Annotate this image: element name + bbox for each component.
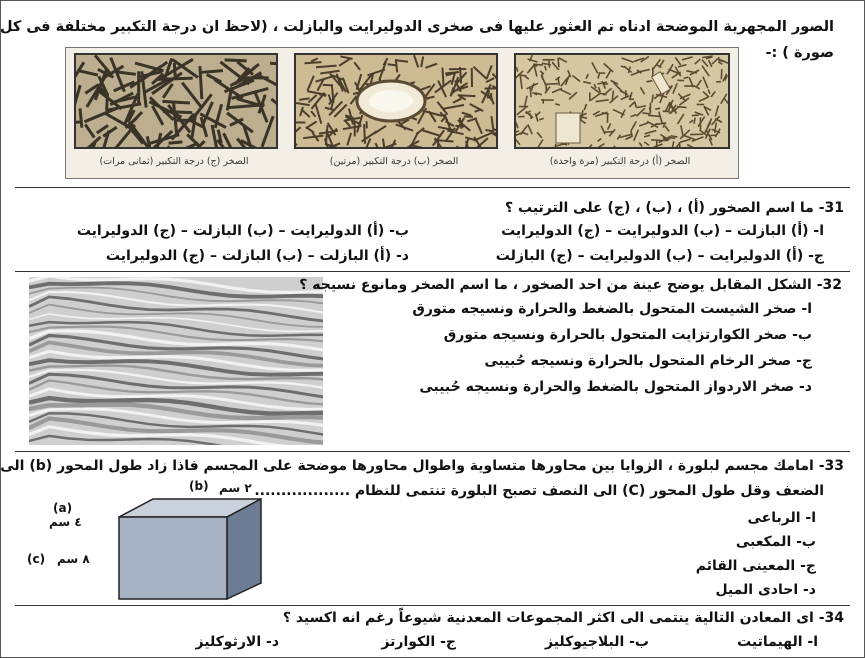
q34-option-c: ج- الكوارتز xyxy=(381,634,456,650)
crystal-texture xyxy=(518,75,526,76)
crystal-texture xyxy=(305,62,322,63)
crystal-texture xyxy=(669,138,675,139)
divider-1 xyxy=(15,187,850,188)
crystal-texture xyxy=(652,95,653,103)
caption-a: الصخر (أ) درجة التكبير (مرة واحدة) xyxy=(549,156,691,167)
crystal-texture xyxy=(655,108,660,109)
q34-option-b: ب- البلاجيوكليز xyxy=(544,634,649,650)
q33-option-a: ا- الرباعى xyxy=(747,510,816,526)
q31-option-d: د- (أ) البازلت – (ب) البازلت – (ج) الدوليرايت xyxy=(105,248,409,264)
crystal-texture xyxy=(709,135,716,136)
axis-a-length: ٤ سم xyxy=(49,515,82,529)
crystal-texture xyxy=(650,107,651,112)
divider-4 xyxy=(15,605,850,606)
q32-option-d: د- صخر الاردواز المتحول بالضغط والحرارة ونسيجه حُبيبى xyxy=(419,379,812,395)
crystal-texture xyxy=(445,72,458,73)
crystal-texture xyxy=(545,84,558,85)
micrograph-b-image xyxy=(296,55,496,147)
crystal-texture xyxy=(200,71,223,73)
q33-option-d: د- احادى الميل xyxy=(715,582,816,598)
axis-a-label: (a) xyxy=(53,501,73,515)
q34-question: 34- اى المعادن التالية ينتمى الى اكثر المجموعات المعدنية شيوعاً رغم انه اكسيد ؟ xyxy=(282,610,844,626)
micrograph-c xyxy=(74,53,278,149)
q32-option-c: ج- صخر الرخام المتحول بالحرارة ونسيجه حُبيبى xyxy=(484,353,812,369)
q32-option-b: ب- صخر الكوارتزايت المتحول بالحرارة ونسيجه متورق xyxy=(443,327,812,343)
crystal-texture xyxy=(558,58,559,67)
q33-line-2: الضعف وقل طول المحور (C) الى النصف تصبح البلورة تنتمى للنظام .................. xyxy=(254,483,824,499)
micrograph-b xyxy=(294,53,498,149)
crystal-texture xyxy=(621,66,626,67)
cube-front-face xyxy=(119,517,227,599)
q31-option-b: ب- (أ) الدوليرايت – (ب) البازلت – (ج) الدوليرايت xyxy=(76,223,409,239)
q33-option-b: ب- المكعبى xyxy=(735,534,816,550)
crystal-texture xyxy=(604,132,614,133)
divider-2 xyxy=(15,271,850,272)
q32-question: 32- الشكل المقابل يوضح عينة من احد الصخور ، ما اسم الصخر ومانوع نسيجه ؟ xyxy=(299,277,842,293)
crystal-texture xyxy=(488,90,489,98)
crystal-texture xyxy=(169,142,183,143)
cube-side-face xyxy=(227,499,261,599)
crystal-texture xyxy=(225,60,247,61)
crystal-texture xyxy=(76,122,81,123)
crystal-texture xyxy=(530,113,531,119)
intro-line-2: صورة ) :- xyxy=(765,45,834,61)
crystal-texture xyxy=(270,63,276,64)
micrograph-c-image xyxy=(76,55,276,147)
axis-c-label: (c) xyxy=(27,552,46,566)
micrograph-a xyxy=(514,53,730,149)
crystal-cube-diagram xyxy=(111,497,271,601)
divider-3 xyxy=(15,451,850,452)
crystal-texture xyxy=(646,81,652,82)
q34-option-a: ا- الهيماتيت xyxy=(737,634,818,650)
crystal-texture xyxy=(642,113,650,114)
foliated-rock-image xyxy=(29,277,323,445)
q31-option-a: ا- (أ) البازلت – (ب) الدوليرايت – (ج) الدوليرايت xyxy=(501,223,824,239)
axis-c-length: ٨ سم xyxy=(57,552,90,566)
crystal-texture xyxy=(530,88,531,97)
q32-option-a: ا- صخر الشيست المتحول بالضغط والحرارة ونسيجه متورق xyxy=(412,301,812,317)
q34-option-d: د- الارثوكليز xyxy=(195,634,279,650)
caption-b: الصخر (ب) درجة التكبير (مرتين) xyxy=(329,156,459,167)
q33-option-c: ج- المعينى القائم xyxy=(695,558,816,574)
foliated-rock-photo xyxy=(29,277,323,445)
crystal-texture xyxy=(162,101,189,103)
crystal-texture xyxy=(442,68,443,87)
q31-question: 31- ما اسم الصخور (أ) ، (ب) ، (ج) على الترتيب ؟ xyxy=(505,200,844,216)
micrograph-a-image xyxy=(516,55,728,147)
caption-c: الصخر (ج) درجة التكبير (ثمانى مرات) xyxy=(99,156,249,167)
intro-line-1: الصور المجهرية الموضحة ادناه تم العثور عليها فى صخرى الدوليرايت والبازلت ، (لاحظ ان درجة التكبير مختلفة فى كل xyxy=(0,19,834,35)
crystal-texture xyxy=(464,116,473,117)
q31-option-c: ج- (أ) الدوليرايت – (ب) الدوليرايت – (ج) البازلت xyxy=(495,248,824,264)
q33-line-1: 33- امامك مجسم لبلورة ، الزوايا بين محاورها متساوية واطوال محاورها موضحة على المجسم فاذا زاد طول المحور (b) الى xyxy=(0,458,844,474)
crystal-texture xyxy=(299,98,309,99)
axis-b-label: (b) xyxy=(189,479,209,493)
micrograph-figure xyxy=(65,47,739,179)
crystal-texture xyxy=(80,108,82,127)
crystal-texture xyxy=(692,115,699,116)
crystal-texture xyxy=(458,95,476,96)
crystal-texture xyxy=(485,130,494,131)
axis-b-length: ٢ سم xyxy=(219,481,252,495)
